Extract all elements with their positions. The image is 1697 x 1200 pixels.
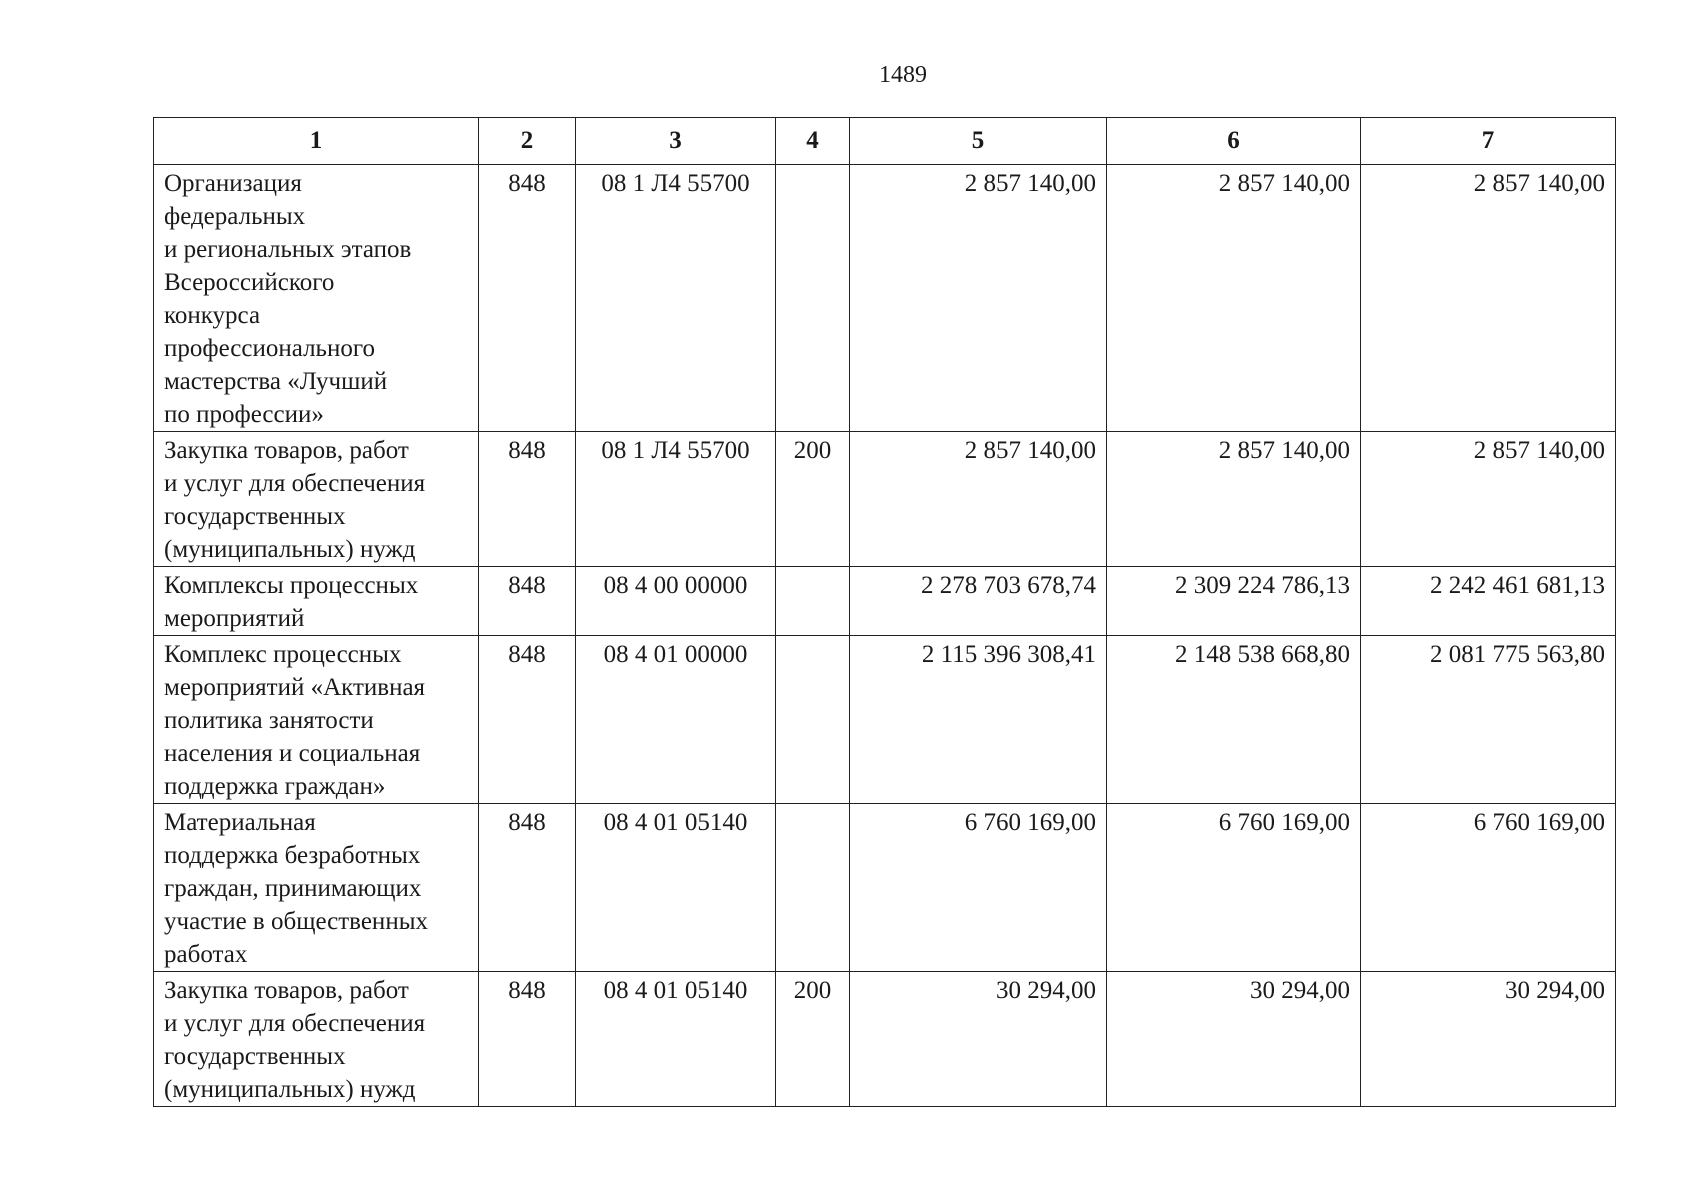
amount-cell-col7: 30 294,00 xyxy=(1361,972,1616,1107)
row-name-line: Комплекс процессных xyxy=(164,641,402,668)
column-header-6: 6 xyxy=(1107,118,1361,165)
row-name-line: государственных xyxy=(164,503,346,530)
amount-cell-col5: 30 294,00 xyxy=(850,972,1107,1107)
table-body xyxy=(154,165,1616,1107)
column-header-2: 2 xyxy=(479,118,576,165)
column-header-5: 5 xyxy=(850,118,1107,165)
row-name-line: Комплексы процессных xyxy=(164,572,419,599)
page-number: 1489 xyxy=(879,62,927,88)
target-article-cell: 08 4 01 00000 xyxy=(576,636,776,804)
target-article-cell: 08 1 Л4 55700 xyxy=(576,432,776,567)
row-name-line: по профессии» xyxy=(164,401,324,428)
row-name-line: политика занятости xyxy=(164,707,374,734)
amount-cell-col6: 2 857 140,00 xyxy=(1107,432,1361,567)
expense-type-cell xyxy=(776,567,850,636)
expense-type-cell xyxy=(776,804,850,972)
row-name-line: мастерства «Лучший xyxy=(164,368,388,395)
grbs-cell: 848 xyxy=(479,432,576,567)
amount-cell-col6: 2 309 224 786,13 xyxy=(1107,567,1361,636)
row-name-cell xyxy=(154,636,479,804)
amount-cell-col5: 2 115 396 308,41 xyxy=(850,636,1107,804)
target-article-cell: 08 4 01 05140 xyxy=(576,972,776,1107)
row-name-cell xyxy=(154,972,479,1107)
grbs-cell: 848 xyxy=(479,567,576,636)
row-name-line: поддержка граждан» xyxy=(164,773,386,800)
table-row xyxy=(154,432,1616,567)
expense-type-cell xyxy=(776,165,850,432)
budget-table xyxy=(153,117,1616,1107)
row-name-line: работах xyxy=(164,941,248,968)
amount-cell-col5: 2 857 140,00 xyxy=(850,432,1107,567)
target-article-cell: 08 4 00 00000 xyxy=(576,567,776,636)
row-name-line: конкурса xyxy=(164,302,261,329)
row-name-line: федеральных xyxy=(164,203,306,230)
amount-cell-col6: 30 294,00 xyxy=(1107,972,1361,1107)
table-row xyxy=(154,636,1616,804)
amount-cell-col5: 2 278 703 678,74 xyxy=(850,567,1107,636)
row-name-line: и региональных этапов xyxy=(164,236,412,263)
amount-cell-col6: 2 148 538 668,80 xyxy=(1107,636,1361,804)
amount-cell-col5: 2 857 140,00 xyxy=(850,165,1107,432)
row-name-line: государственных xyxy=(164,1043,346,1070)
table-header-row xyxy=(154,118,1616,165)
row-name-cell xyxy=(154,567,479,636)
row-name-line: поддержка безработных xyxy=(164,842,421,869)
column-header-4: 4 xyxy=(776,118,850,165)
table-row xyxy=(154,567,1616,636)
row-name-line: (муниципальных) нужд xyxy=(164,1076,416,1103)
row-name-line: (муниципальных) нужд xyxy=(164,536,416,563)
grbs-cell: 848 xyxy=(479,804,576,972)
target-article-cell: 08 1 Л4 55700 xyxy=(576,165,776,432)
amount-cell-col6: 6 760 169,00 xyxy=(1107,804,1361,972)
row-name-line: участие в общественных xyxy=(164,908,428,935)
amount-cell-col5: 6 760 169,00 xyxy=(850,804,1107,972)
expense-type-cell: 200 xyxy=(776,432,850,567)
grbs-cell: 848 xyxy=(479,165,576,432)
row-name-line: мероприятий xyxy=(164,605,305,632)
column-header-3: 3 xyxy=(576,118,776,165)
row-name-line: и услуг для обеспечения xyxy=(164,1010,426,1037)
table-row xyxy=(154,165,1616,432)
expense-type-cell xyxy=(776,636,850,804)
row-name-cell xyxy=(154,804,479,972)
row-name-cell xyxy=(154,432,479,567)
row-name-line: граждан, принимающих xyxy=(164,875,422,902)
row-name-line: Всероссийского xyxy=(164,269,335,296)
row-name-line: Закупка товаров, работ xyxy=(164,437,409,464)
row-name-line: Организация xyxy=(164,170,302,197)
column-header-1: 1 xyxy=(154,118,479,165)
row-name-cell xyxy=(154,165,479,432)
amount-cell-col6: 2 857 140,00 xyxy=(1107,165,1361,432)
amount-cell-col7: 2 857 140,00 xyxy=(1361,432,1616,567)
row-name-line: профессионального xyxy=(164,335,375,362)
row-name-line: населения и социальная xyxy=(164,740,421,767)
amount-cell-col7: 2 242 461 681,13 xyxy=(1361,567,1616,636)
row-name-line: Закупка товаров, работ xyxy=(164,977,409,1004)
grbs-cell: 848 xyxy=(479,972,576,1107)
amount-cell-col7: 2 857 140,00 xyxy=(1361,165,1616,432)
target-article-cell: 08 4 01 05140 xyxy=(576,804,776,972)
column-header-7: 7 xyxy=(1361,118,1616,165)
table-row xyxy=(154,972,1616,1107)
grbs-cell: 848 xyxy=(479,636,576,804)
amount-cell-col7: 2 081 775 563,80 xyxy=(1361,636,1616,804)
expense-type-cell: 200 xyxy=(776,972,850,1107)
row-name-line: мероприятий «Активная xyxy=(164,674,426,701)
row-name-line: Материальная xyxy=(164,809,316,836)
table-row xyxy=(154,804,1616,972)
row-name-line: и услуг для обеспечения xyxy=(164,470,426,497)
amount-cell-col7: 6 760 169,00 xyxy=(1361,804,1616,972)
